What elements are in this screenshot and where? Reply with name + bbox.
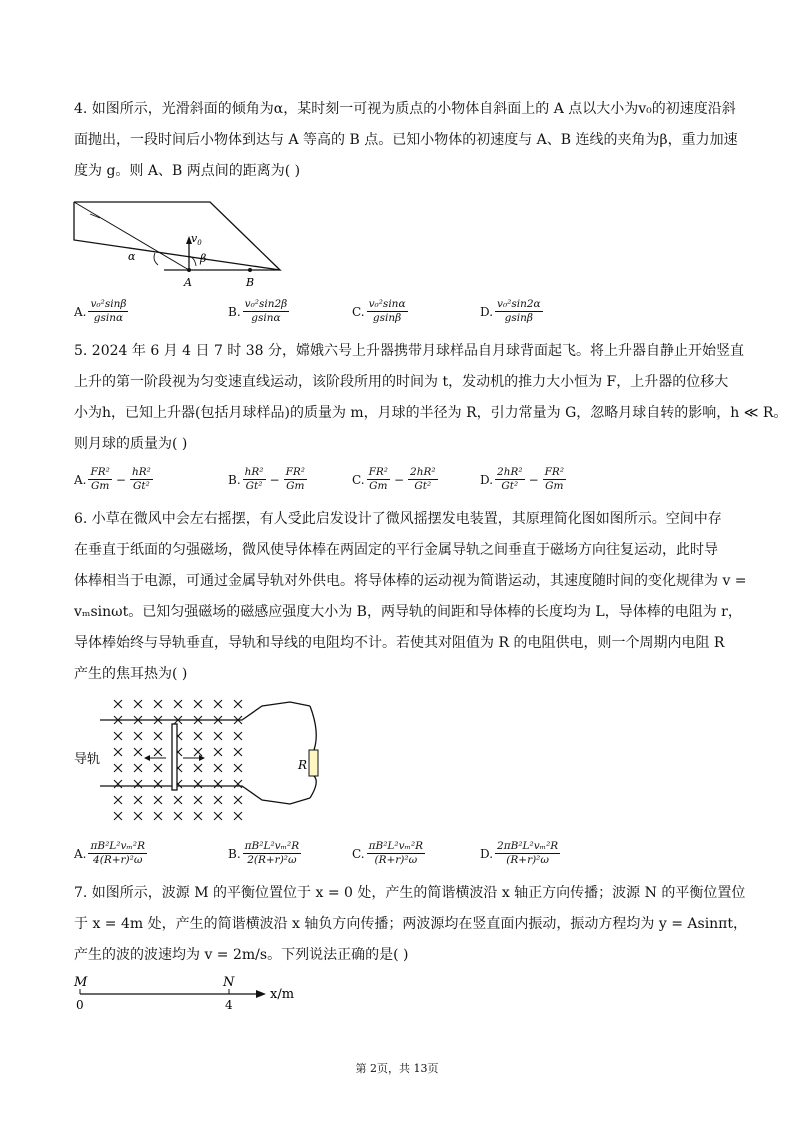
q5-option-d[interactable]: D. $\frac{\text{2hR²}}{\text{Gt²}}$ − $\frac{\text{FR²}}{Gm}$ — [480, 466, 565, 492]
x-axis-label: x/m — [270, 987, 295, 1002]
field-cross-icon — [234, 812, 242, 820]
field-cross-icon — [134, 700, 142, 708]
field-cross-icon — [194, 700, 202, 708]
q4-line: 度为 g。则 A、B 两点间的距离为( ) — [74, 163, 301, 179]
q6-option-c[interactable]: C. $\frac{\text{πB²L²vₘ²R}}{\text{(R+r)²ω}}$ — [352, 840, 424, 866]
q6-option-d[interactable]: D. $\frac{\text{2πB²L²vₘ²R}}{\text{(R+r)²ω}}$ — [480, 840, 559, 866]
point-b-label: B — [246, 276, 255, 289]
field-cross-icon — [234, 700, 242, 708]
field-cross-icon — [194, 764, 202, 772]
conductor-rod — [172, 724, 177, 790]
incline-figure — [60, 194, 290, 290]
field-cross-icon — [114, 700, 122, 708]
resistor-label: R — [298, 758, 308, 772]
q7-line: 产生的波的波速均为 v = 2m/s。下列说法正确的是( ) — [74, 947, 409, 963]
field-cross-icon — [214, 732, 222, 740]
q7-line: 7. 如图所示，波源 M 的平衡位置位于 x = 0 处，产生的简谐横波沿 x 轴正方向传播；波源 N 的平衡位置位 — [74, 885, 746, 901]
generator-figure — [70, 692, 330, 832]
question-4-text — [74, 94, 738, 187]
field-cross-icon — [194, 732, 202, 740]
q6-line: 导体棒始终与导轨垂直，导轨和导线的电阻均不计。若使其对阻值为 R 的电阻供电，则一个周期内电阻 R — [74, 635, 725, 651]
q4-option-c[interactable]: C. $\frac{\text{v₀²sinα}}{gsin\beta}$ — [352, 298, 406, 324]
q4-option-a[interactable]: A. $\frac{\text{v₀²sinβ}}{gsin\alpha}$ — [74, 298, 127, 324]
tick-zero-label: 0 — [76, 998, 84, 1012]
field-cross-icon — [114, 780, 122, 788]
field-cross-icon — [174, 700, 182, 708]
alpha-label: α — [128, 250, 136, 263]
field-cross-icon — [154, 796, 162, 804]
q5-line: 则月球的质量为( ) — [74, 436, 188, 452]
field-cross-icon — [214, 780, 222, 788]
field-cross-icon — [214, 748, 222, 756]
field-cross-icon — [154, 812, 162, 820]
field-cross-icon — [114, 796, 122, 804]
source-n-label: N — [223, 975, 235, 990]
q6-line: 产生的焦耳热为( ) — [74, 666, 188, 682]
q7-line: 于 x = 4m 处，产生的简谐横波沿 x 轴负方向传播；两波源均在竖直面内振动，振动方程均为 y = Asinπt， — [74, 916, 748, 932]
field-cross-icon — [234, 796, 242, 804]
q5-line: 上升的第一阶段视为匀变速直线运动，该阶段所用的时间为 t，发动机的推力大小恒为 F，上升器的位移大 — [74, 374, 729, 390]
field-cross-icon — [154, 780, 162, 788]
q4-line: 面抛出，一段时间后小物体到达与 A 等高的 B 点。已知小物体的初速度与 A、B 连线的夹角为β，重力加速 — [74, 132, 738, 148]
field-cross-icon — [174, 796, 182, 804]
field-cross-icon — [154, 748, 162, 756]
field-cross-icon — [234, 748, 242, 756]
rail-label: 导轨 — [74, 752, 101, 767]
q4-options — [74, 298, 734, 338]
q6-option-a[interactable]: A. $\frac{\text{πB²L²vₘ²R}}{\text{4(R+r)²ω}}$ — [74, 840, 145, 866]
field-cross-icon — [134, 748, 142, 756]
q4-option-d[interactable]: D. $\frac{\text{v₀²sin2α}}{gsin\beta}$ — [480, 298, 541, 324]
field-cross-icon — [134, 812, 142, 820]
field-cross-icon — [194, 780, 202, 788]
q6-line: vₘsinωt。已知匀强磁场的磁感应强度大小为 B，两导轨的间距和导体棒的长度均为 L，导体棒的电阻为 r， — [74, 604, 742, 620]
field-cross-icon — [194, 796, 202, 804]
q5-option-b[interactable]: B. $\frac{\text{hR²}}{\text{Gt²}}$ − $\frac{\text{FR²}}{Gm}$ — [228, 466, 305, 492]
field-cross-icon — [154, 700, 162, 708]
field-cross-icon — [214, 700, 222, 708]
field-cross-icon — [154, 732, 162, 740]
field-cross-icon — [114, 748, 122, 756]
q4-option-b[interactable]: B. $\frac{\text{v₀²sin2β}}{gsin\alpha}$ — [228, 298, 288, 324]
field-cross-icon — [114, 732, 122, 740]
q6-options — [74, 840, 734, 880]
q4-line: 4. 如图所示，光滑斜面的倾角为α，某时刻一可视为质点的小物体自斜面上的 A 点以大小为v₀的初速度沿斜 — [74, 101, 736, 117]
field-cross-icon — [234, 780, 242, 788]
beta-label: β — [200, 252, 207, 265]
v0-label: $v_0$ — [191, 232, 202, 247]
magnetic-field-crosses — [114, 700, 242, 820]
field-cross-icon — [234, 732, 242, 740]
question-5-text — [74, 336, 788, 460]
field-cross-icon — [134, 796, 142, 804]
field-cross-icon — [174, 812, 182, 820]
q6-line: 体棒相当于电源，可通过金属导轨对外供电。将导体棒的运动视为简谐运动，其速度随时间的变化规律为 v = — [74, 573, 747, 589]
field-cross-icon — [134, 764, 142, 772]
q5-line: 5. 2024 年 6 月 4 日 7 时 38 分，嫦娥六号上升器携带月球样品自月球背面起飞。将上升器自静止开始竖直 — [74, 343, 745, 359]
q6-line: 6. 小草在微风中会左右摇摆，有人受此启发设计了微风摇摆发电装置，其原理简化图如图所示。空间中存 — [74, 511, 722, 527]
field-cross-icon — [134, 780, 142, 788]
q5-option-c[interactable]: C. $\frac{\text{FR²}}{Gm}$ − $\frac{\text{2hR²}}{\text{Gt²}}$ — [352, 466, 436, 492]
field-cross-icon — [214, 796, 222, 804]
field-cross-icon — [154, 764, 162, 772]
question-7-text — [74, 878, 748, 971]
tick-four-label: 4 — [225, 998, 233, 1012]
wave-axis-figure — [70, 968, 310, 1012]
source-m-label: M — [74, 975, 88, 990]
q6-line: 在垂直于纸面的匀强磁场，微风使导体棒在两固定的平行金属导轨之间垂直于磁场方向往复运动，此时导 — [74, 542, 718, 558]
field-cross-icon — [214, 812, 222, 820]
field-cross-icon — [194, 812, 202, 820]
field-cross-icon — [114, 764, 122, 772]
q6-option-b[interactable]: B. $\frac{\text{πB²L²vₘ²R}}{\text{2(R+r)²ω}}$ — [228, 840, 300, 866]
question-6-text — [74, 504, 747, 690]
page-footer: 第 2页，共 13页 — [355, 1062, 439, 1075]
q5-options — [74, 466, 734, 506]
field-cross-icon — [234, 764, 242, 772]
q5-line: 小为h，已知上升器(包括月球样品)的质量为 m，月球的半径为 R，引力常量为 G，忽略月球自转的影响，h ≪ R。 — [74, 405, 788, 421]
field-cross-icon — [114, 812, 122, 820]
point-a-label: A — [184, 276, 192, 289]
q5-option-a[interactable]: A. $\frac{\text{FR²}}{Gm}$ − $\frac{\text{hR²}}{\text{Gt²}}$ — [74, 466, 151, 492]
field-cross-icon — [134, 732, 142, 740]
field-cross-icon — [214, 764, 222, 772]
field-cross-icon — [194, 748, 202, 756]
